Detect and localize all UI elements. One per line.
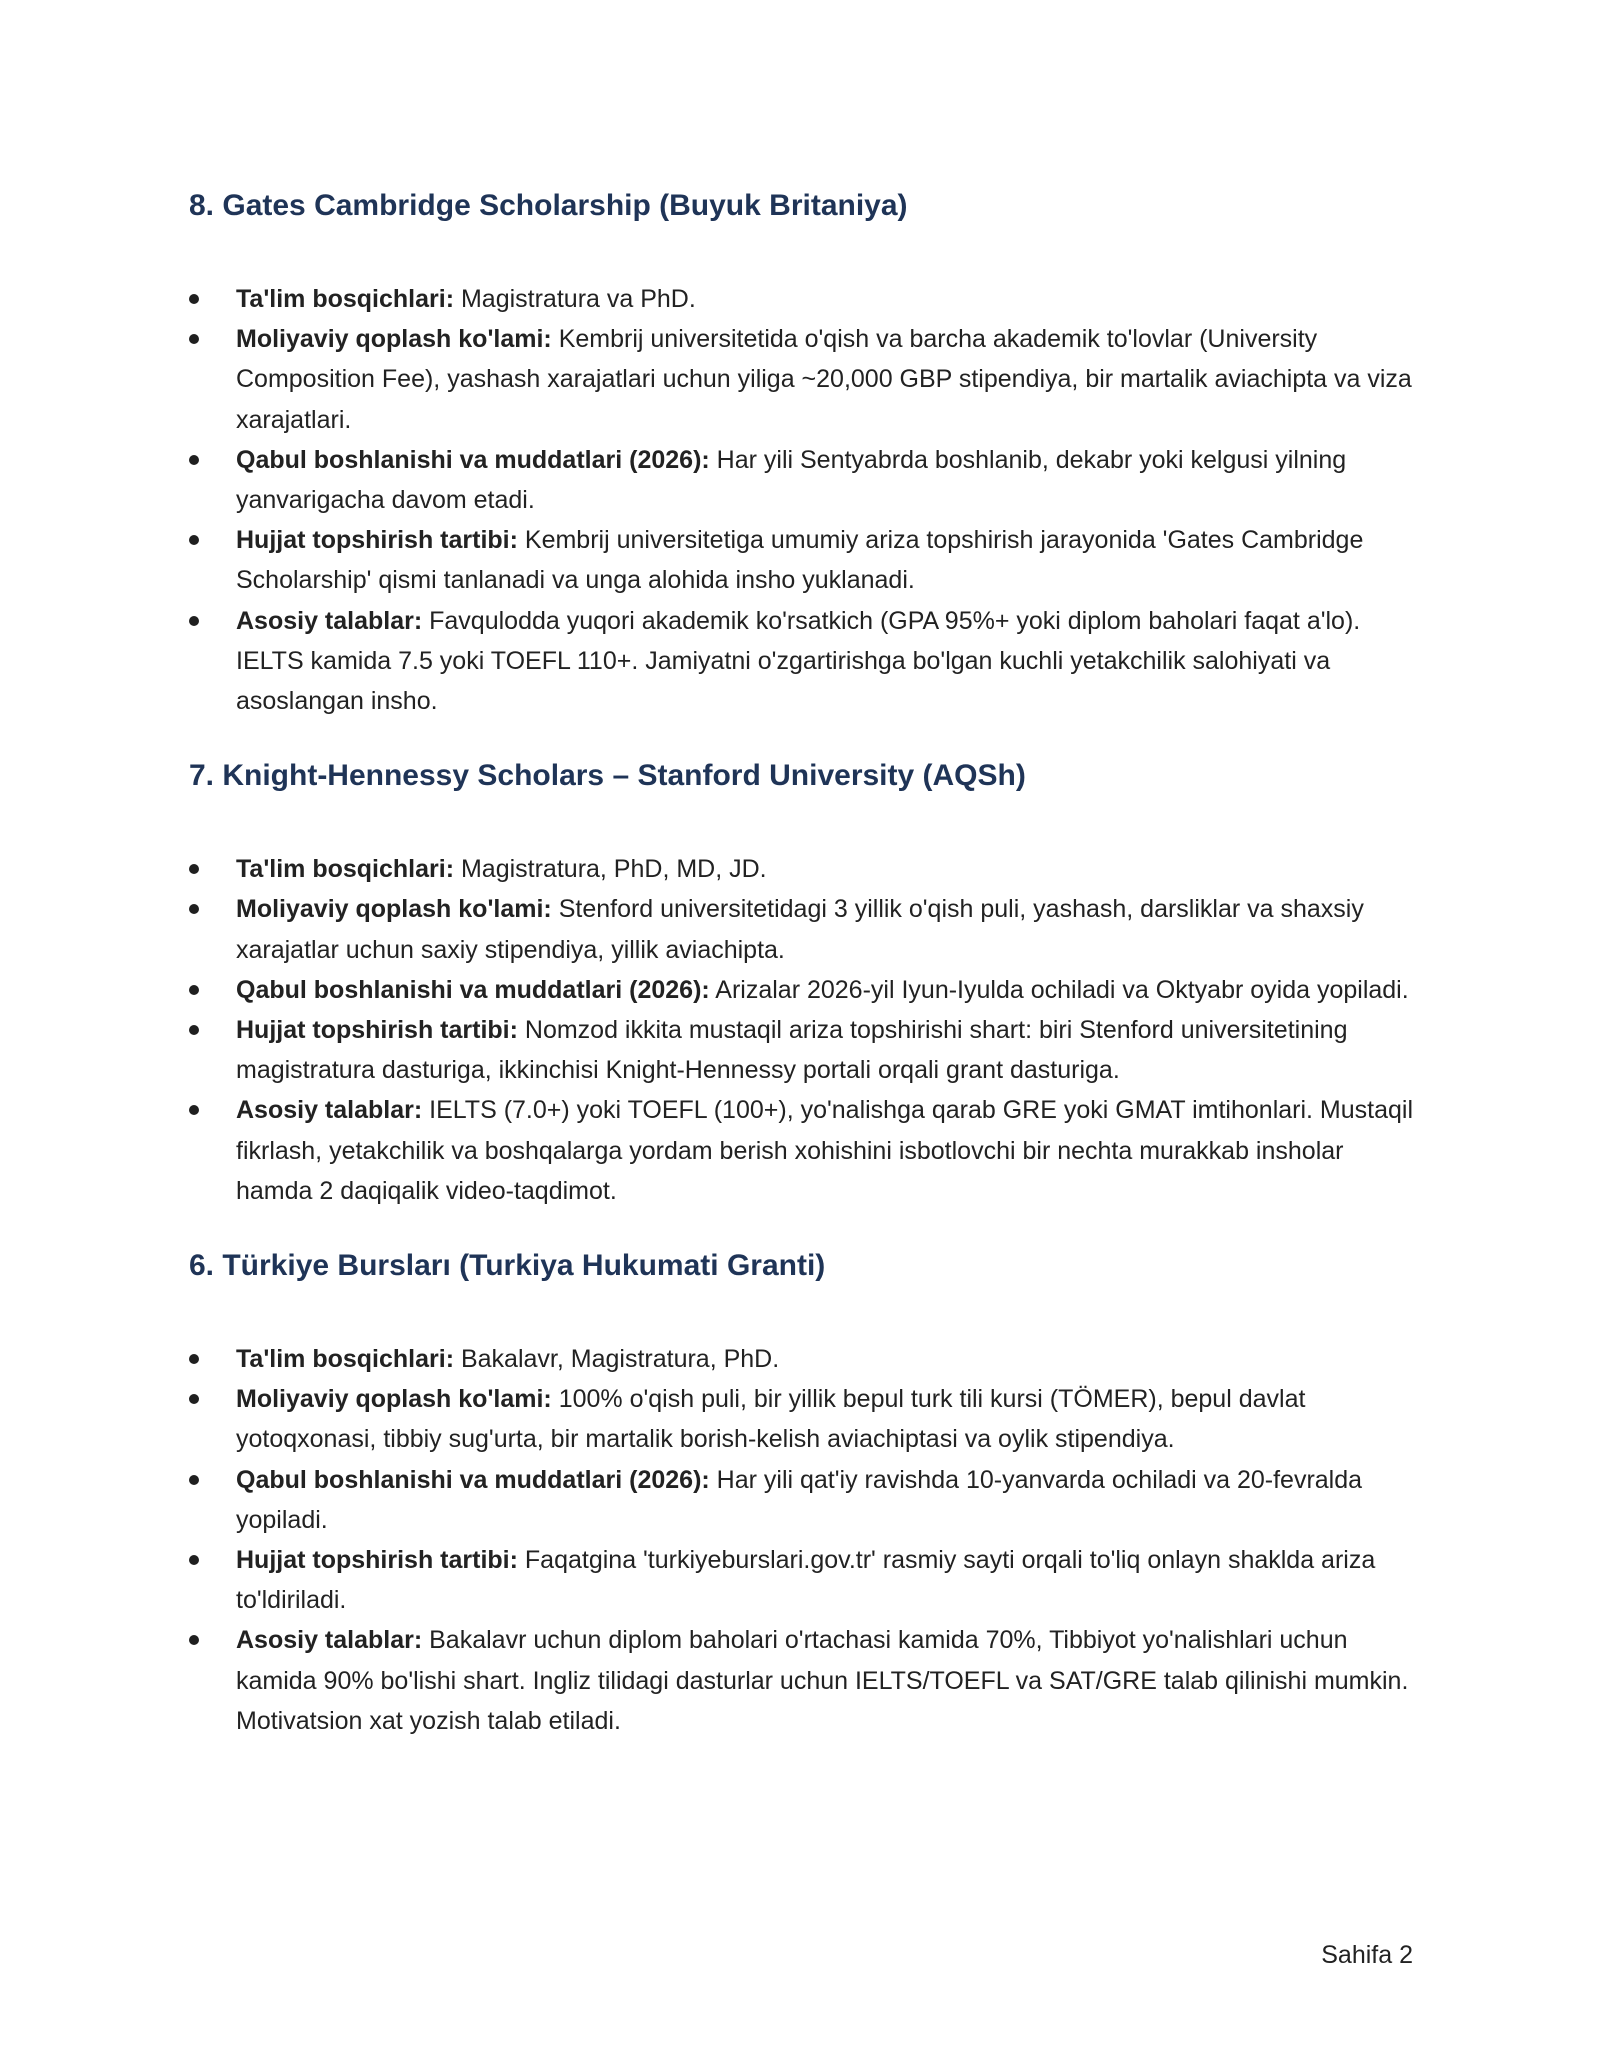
item-text: Magistratura va PhD. [454, 285, 696, 313]
bullet-icon [189, 455, 199, 465]
item-text: Bakalavr, Magistratura, PhD. [454, 1345, 780, 1374]
item-label: Qabul boshlanishi va muddatlari (2026): [236, 975, 710, 1004]
list-item [189, 1460, 1419, 1540]
item-text: Har yili Sentyabrda boshlanib, dekabr yoki kelgusi yilning yanvarigacha davom etadi. [236, 445, 1347, 515]
item-label: Asosiy talablar: [236, 1626, 423, 1655]
bullet-icon [189, 1555, 199, 1565]
item-text: Har yili qat'iy ravishda 10-yanvarda ochiladi va 20-fevralda yopiladi. [236, 1465, 1363, 1534]
section-title: 7. Knight-Hennessy Scholars – Stanford University (AQSh) [189, 759, 1026, 793]
details-list [189, 279, 1419, 721]
item-text: Magistratura, PhD, MD, JD. [454, 855, 767, 884]
list-item [189, 1010, 1419, 1090]
bullet-icon [189, 1394, 199, 1404]
item-text: Favqulodda yuqori akademik ko'rsatkich (GPA 95%+ yoki diplom baholari faqat a'lo). IELTS kamida 7.5 yoki TOEFL 110+. Jamiyatni o'zgartirishga bo'lgan kuchli yetakchilik salohiyati va asoslangan insho. [236, 606, 1361, 716]
bullet-icon [189, 1635, 199, 1645]
list-item [189, 1540, 1419, 1620]
list-item [189, 1379, 1419, 1459]
section-title: 8. Gates Cambridge Scholarship (Buyuk Britaniya) [189, 189, 908, 222]
item-text: Nomzod ikkita mustaqil ariza topshirishi shart: biri Stenford universitetining magistratura dasturiga, ikkinchisi Knight-Hennessy portali orqali grant dasturiga. [236, 1016, 1348, 1085]
list-item [189, 601, 1419, 722]
bullet-icon [189, 1475, 199, 1485]
bullet-icon [189, 294, 199, 304]
document-page [189, 186, 1419, 1776]
item-label: Ta'lim bosqichlari: [236, 285, 455, 313]
item-label: Asosiy talablar: [236, 606, 423, 635]
details-list [189, 849, 1419, 1211]
item-label: Asosiy talablar: [236, 1096, 423, 1125]
section-title: 6. Türkiye Bursları (Turkiya Hukumati Granti) [189, 1249, 826, 1283]
list-item [189, 1620, 1419, 1741]
bullet-icon [189, 1025, 199, 1035]
list-item [189, 970, 1419, 1010]
bullet-icon [189, 1354, 199, 1364]
bullet-icon [189, 535, 199, 545]
item-text: 100% o'qish puli, bir yillik bepul turk tili kursi (TÖMER), bepul davlat yotoqxonasi, tibbiy sug'urta, bir martalik borish-kelish aviachiptasi va oylik stipendiya. [236, 1385, 1306, 1454]
bullet-icon [189, 616, 199, 626]
item-text: IELTS (7.0+) yoki TOEFL (100+), yo'nalishga qarab GRE yoki GMAT imtihonlari. Mustaqil fikrlash, yetakchilik va boshqalarga yordam berish xohishini isbotlovchi bir nechta murakkab insholar hamda 2 daqiqalik video-taqdimot. [236, 1096, 1414, 1205]
item-text: Bakalavr uchun diplom baholari o'rtachasi kamida 70%, Tibbiyot yo'nalishlari uchun kamida 90% bo'lishi shart. Ingliz tilidagi dasturlar uchun IELTS/TOEFL va SAT/GRE talab qilinishi mumkin. Motivatsion xat yozish talab etiladi. [236, 1626, 1409, 1735]
item-label: Qabul boshlanishi va muddatlari (2026): [236, 445, 710, 474]
scholarship-section-knight-hennessy [189, 756, 1419, 1211]
item-label: Ta'lim bosqichlari: [236, 1345, 455, 1374]
bullet-icon [189, 985, 199, 995]
list-item [189, 319, 1419, 440]
item-label: Hujjat topshirish tartibi: [236, 1016, 518, 1045]
item-label: Moliyaviy qoplash ko'lami: [236, 1385, 552, 1414]
bullet-icon [189, 1105, 199, 1115]
list-item [189, 1339, 1419, 1379]
page-number: Sahifa 2 [1321, 1941, 1413, 1969]
list-item [189, 889, 1419, 969]
item-label: Moliyaviy qoplash ko'lami: [236, 325, 552, 354]
item-label: Hujjat topshirish tartibi: [236, 526, 518, 555]
bullet-icon [189, 904, 199, 914]
list-item [189, 520, 1419, 600]
list-item [189, 279, 1419, 319]
scholarship-section-gates-cambridge [189, 186, 1419, 721]
item-label: Qabul boshlanishi va muddatlari (2026): [236, 1465, 710, 1494]
item-label: Hujjat topshirish tartibi: [236, 1546, 518, 1575]
list-item [189, 849, 1419, 889]
item-text: Kembrij universitetiga umumiy ariza topshirish jarayonida 'Gates Cambridge Scholarship' qismi tanlanadi va unga alohida insho yuklanadi. [236, 526, 1364, 595]
scholarship-section-turkiye-burslari [189, 1246, 1419, 1741]
bullet-icon [189, 334, 199, 344]
item-text: Stenford universitetidagi 3 yillik o'qish puli, yashash, darsliklar va shaxsiy xarajatlar uchun saxiy stipendiya, yillik aviachipta. [236, 895, 1364, 964]
list-item [189, 440, 1419, 520]
item-text: Kembrij universitetida o'qish va barcha akademik to'lovlar (University Composition Fee), yashash xarajatlari uchun yiliga ~20,000 GBP stipendiya, bir martalik aviachipta va viza xarajatlari. [236, 325, 1412, 434]
item-label: Moliyaviy qoplash ko'lami: [236, 895, 552, 924]
list-item [189, 1090, 1419, 1211]
item-text: Arizalar 2026-yil Iyun-Iyulda ochiladi va Oktyabr oyida yopiladi. [709, 975, 1409, 1004]
details-list [189, 1339, 1419, 1741]
item-text: Faqatgina 'turkiyeburslari.gov.tr' rasmiy sayti orqali to'liq onlayn shaklda ariza to'ldiriladi. [236, 1546, 1376, 1615]
bullet-icon [189, 864, 199, 874]
item-label: Ta'lim bosqichlari: [236, 855, 455, 884]
